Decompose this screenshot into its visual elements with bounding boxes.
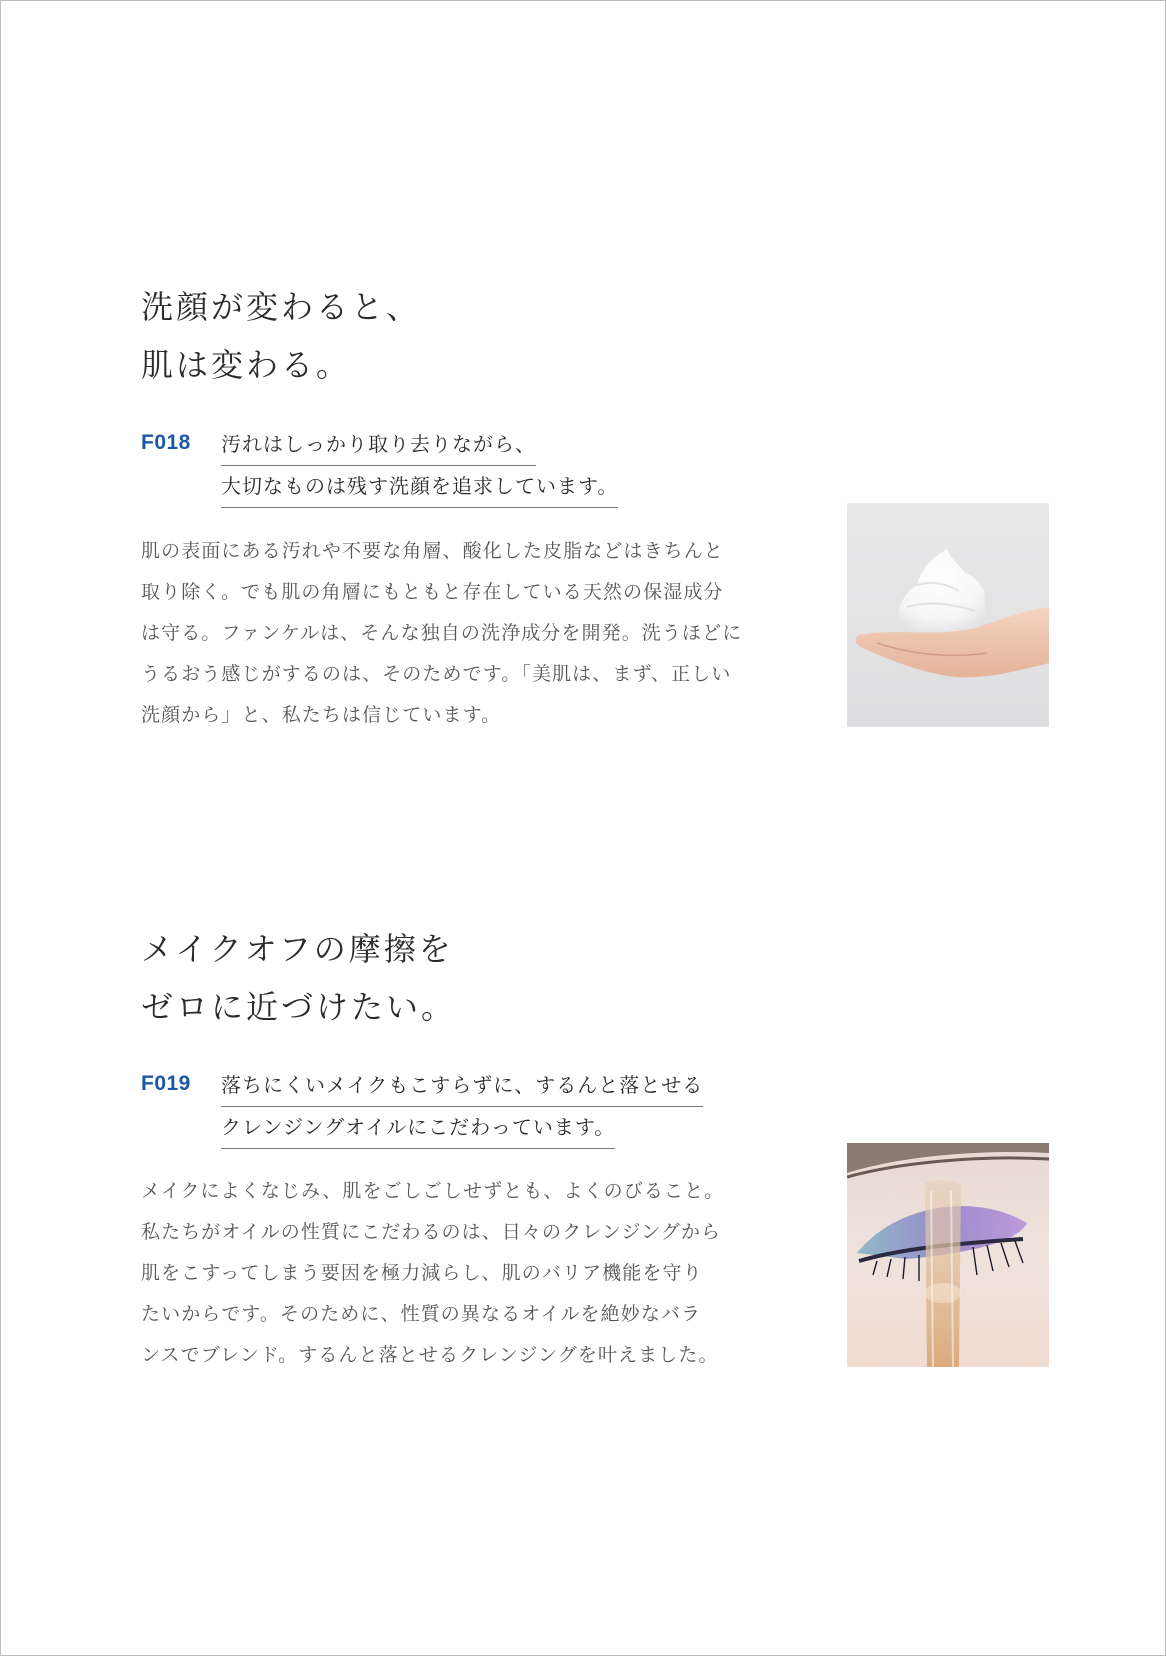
subheading-line: クレンジングオイルにこだわっています。 bbox=[221, 1107, 615, 1149]
body-line: 肌の表面にある汚れや不要な角層、酸化した皮脂などはきちんと bbox=[141, 540, 724, 562]
body-line: たいからです。そのために、性質の異なるオイルを絶妙なバラ bbox=[141, 1303, 702, 1325]
subheading-line: 大切なものは残す洗顔を追求しています。 bbox=[221, 466, 618, 508]
subheading-line: 汚れはしっかり取り去りながら、 bbox=[221, 424, 536, 466]
foam-on-hand-photo bbox=[847, 503, 1049, 727]
body-line: 私たちがオイルの性質にこだわるのは、日々のクレンジングから bbox=[141, 1221, 722, 1243]
section-heading bbox=[141, 278, 421, 394]
product-code: F019 bbox=[141, 1072, 191, 1095]
body-line: ンスでブレンド。するんと落とせるクレンジングを叶えました。 bbox=[141, 1344, 719, 1366]
body-line: うるおう感じがするのは、そのためです。「美肌は、まず、正しい bbox=[141, 663, 732, 685]
body-paragraph bbox=[141, 1171, 801, 1376]
heading-line: メイクオフの摩擦を bbox=[141, 930, 454, 968]
body-line: 取り除く。でも肌の角層にもともと存在している天然の保湿成分 bbox=[141, 581, 724, 603]
heading-line: 肌は変わる。 bbox=[141, 346, 352, 384]
body-line: メイクによくなじみ、肌をごしごしせずとも、よくのびること。 bbox=[141, 1180, 725, 1202]
body-paragraph bbox=[141, 531, 801, 736]
subheading bbox=[221, 424, 618, 508]
body-line: 洗顔から」と、私たちは信じています。 bbox=[141, 704, 502, 726]
body-line: は守る。ファンケルは、そんな独自の洗浄成分を開発。洗うほどに bbox=[141, 622, 743, 644]
product-code: F018 bbox=[141, 431, 191, 454]
subheading bbox=[221, 1065, 703, 1149]
section-heading bbox=[141, 920, 456, 1036]
heading-line: ゼロに近づけたい。 bbox=[141, 988, 457, 1026]
subheading-line: 落ちにくいメイクもこすらずに、するんと落とせる bbox=[221, 1065, 703, 1107]
eye-makeup-oil-photo bbox=[847, 1143, 1049, 1367]
body-line: 肌をこすってしまう要因を極力減らし、肌のバリア機能を守り bbox=[141, 1262, 703, 1284]
heading-line: 洗顔が変わると、 bbox=[141, 288, 422, 326]
